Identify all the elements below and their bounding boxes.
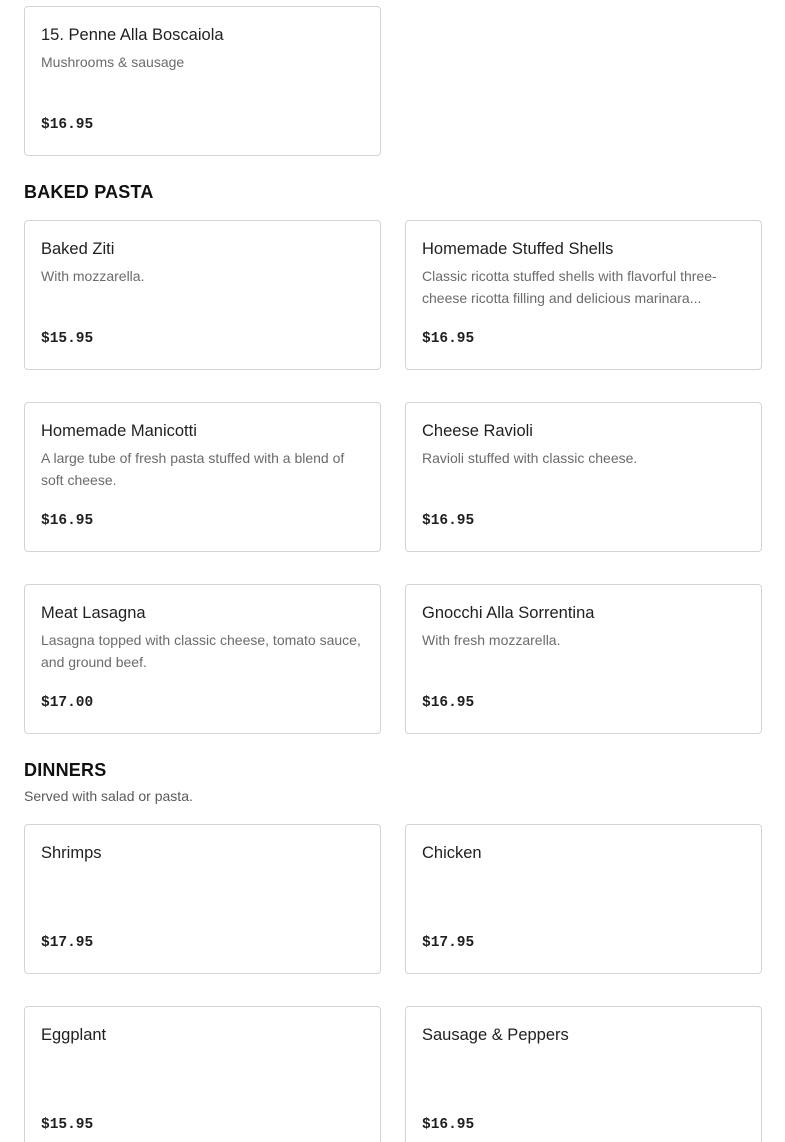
menu-item-description: Lasagna topped with classic cheese, tomato sauce, and ground beef. — [41, 632, 361, 670]
menu-item-name: Cheese Ravioli — [422, 422, 533, 440]
menu-item-name: Meat Lasagna — [41, 604, 146, 622]
menu-item-description: With fresh mozzarella. — [422, 632, 561, 648]
menu-item-card[interactable] — [405, 220, 762, 370]
menu-item-name: Eggplant — [41, 1026, 107, 1044]
menu-item-name: Homemade Stuffed Shells — [422, 240, 614, 258]
menu-item-price: $17.95 — [41, 935, 94, 951]
menu-item-card[interactable] — [24, 1006, 381, 1142]
section-subtitle: Served with salad or pasta. — [24, 788, 193, 804]
menu-item-price: $17.95 — [422, 935, 475, 951]
menu-item-description: Classic ricotta stuffed shells with flavorful three-cheese ricotta filling and delicious marinara... — [422, 268, 717, 306]
menu-item-card[interactable] — [24, 220, 381, 370]
menu-item-description: With mozzarella. — [41, 268, 145, 284]
menu-item-name: Gnocchi Alla Sorrentina — [422, 604, 595, 622]
menu-item-price: $16.95 — [41, 513, 94, 529]
menu-item-description: A large tube of fresh pasta stuffed with a blend of soft cheese. — [41, 450, 345, 488]
menu-item-description: Mushrooms & sausage — [41, 54, 185, 70]
menu-item-price: $16.95 — [422, 695, 475, 711]
menu-item-name: Homemade Manicotti — [41, 422, 197, 440]
menu-item-card[interactable] — [24, 584, 381, 734]
menu-item-card[interactable] — [24, 824, 381, 974]
section-title-baked-pasta: BAKED PASTA — [24, 182, 154, 202]
menu-item-price: $15.95 — [41, 331, 94, 347]
menu-item-name: Shrimps — [41, 844, 102, 862]
menu-item-price: $15.95 — [41, 1117, 94, 1133]
menu-item-price: $17.00 — [41, 695, 94, 711]
menu-item-card[interactable] — [405, 1006, 762, 1142]
menu-item-name: Chicken — [422, 844, 482, 862]
menu-item-card[interactable] — [24, 6, 381, 156]
menu-item-card[interactable] — [405, 402, 762, 552]
menu-item-card[interactable] — [24, 402, 381, 552]
menu-item-name: Sausage & Peppers — [422, 1026, 569, 1044]
menu-item-price: $16.95 — [41, 117, 94, 133]
menu-item-card[interactable] — [405, 584, 762, 734]
menu-item-price: $16.95 — [422, 331, 475, 347]
menu-item-description: Ravioli stuffed with classic cheese. — [422, 450, 638, 466]
menu-item-price: $16.95 — [422, 1117, 475, 1133]
menu-item-name: Baked Ziti — [41, 240, 115, 258]
menu-item-name: 15. Penne Alla Boscaiola — [41, 26, 224, 44]
menu-item-price: $16.95 — [422, 513, 475, 529]
menu-item-card[interactable] — [405, 824, 762, 974]
section-title-dinners: DINNERS — [24, 760, 107, 780]
